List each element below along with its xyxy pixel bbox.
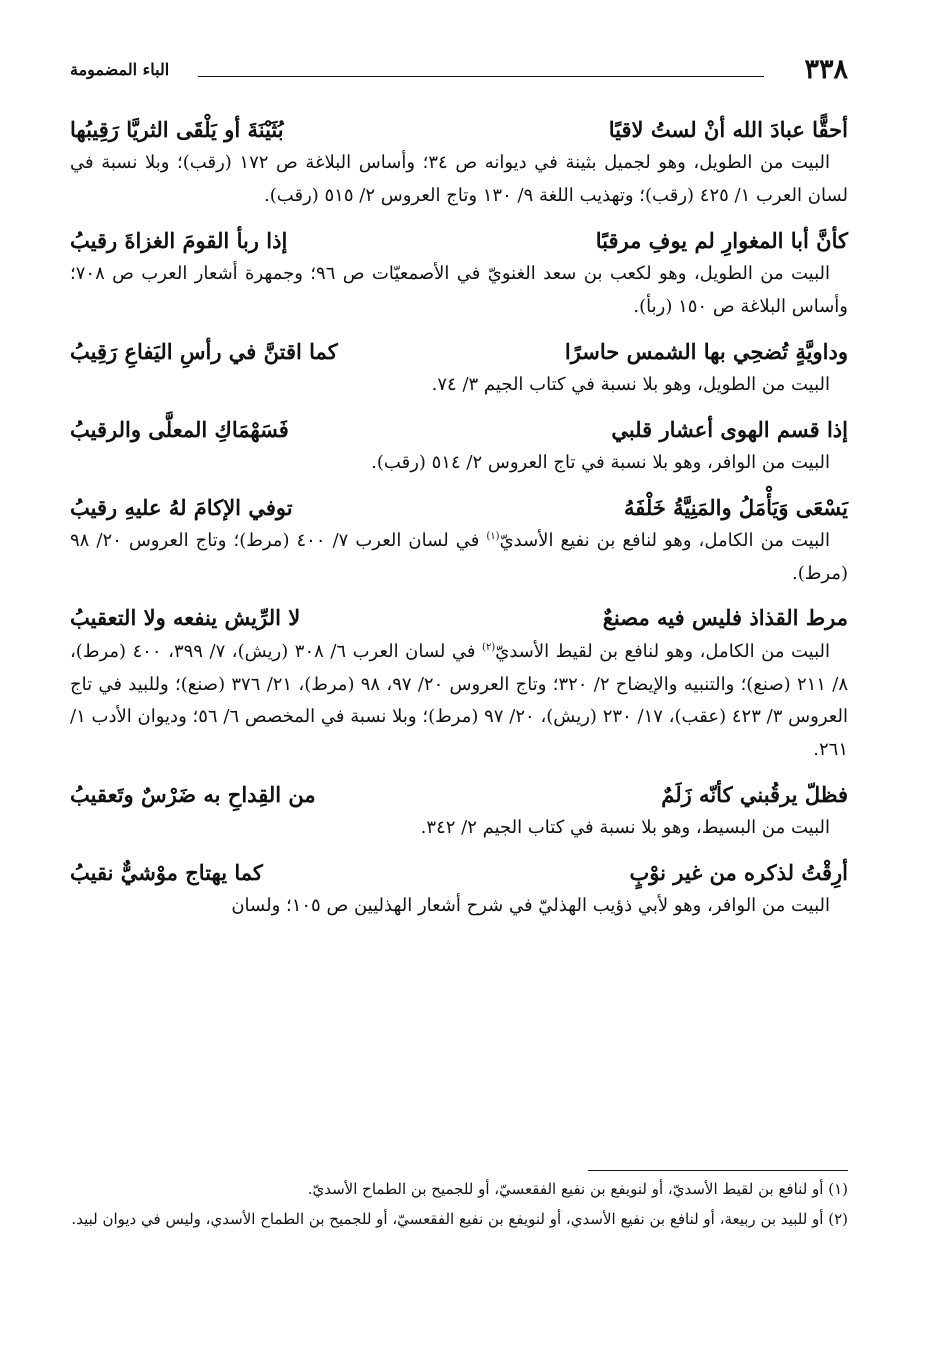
footnotes [70,1170,848,1231]
verse-note-text: البيت من الكامل، وهو لنافع بن لقيط الأسديّ [495,640,831,662]
verse-hemistich-first: مرط القذاذ فليس فيه مصنعٌ [602,605,848,631]
verse [70,781,848,808]
entries [70,116,848,923]
verse-hemistich-second: كما يهتاج موْشيٌّ نقيبُ [70,859,263,885]
page-number: ٣٣٨ [804,54,848,85]
verse-note: البيت من الطويل، وهو بلا نسبة في كتاب الجيم ٣/ ٧٤. [431,373,830,395]
verse-note [70,636,848,767]
verse-note: البيت من الطويل، وهو لكعب بن سعد الغنويّ في الأصمعيّات ص ٩٦؛ وجمهرة أشعار العرب ص ٧٠٨؛ وأساس البلاغة ص ١٥٠ (ربأ). [70,263,848,317]
verse-note: البيت من الوافر، وهو لأبي ذؤيب الهذليّ في شرح أشعار الهذليين ص ١٠٥؛ ولسان [231,895,830,917]
verse [70,116,848,143]
header-rule [198,76,764,77]
verse-hemistich-second: من القِداحِ به ضَرْسٌ وتَعقيبُ [70,781,316,807]
verse-hemistich-first: إذا قسم الهوى أعشار قلبي [611,416,848,442]
verse-note: البيت من الوافر، وهو بلا نسبة في تاج العروس ٢/ ٥١٤ (رقب). [371,451,830,473]
verse-note: البيت من الطويل، وهو لجميل بثينة في ديوانه ص ٣٤؛ وأساس البلاغة ص ١٧٢ (رقب)؛ وبلا نسبة في لسان العرب ١/ ٤٢٥ (رقب)؛ وتهذيب اللغة ٩/ ١٣٠ وتاج العروس ٢/ ٥١٥ (رقب). [70,152,848,207]
footnote-ref[interactable]: (٢) [482,641,496,653]
verse-hemistich-first: وداويَّةٍ تُضحِي بها الشمس حاسرًا [564,338,848,364]
footnote: (٢) أو للبيد بن ربيعة، أو لنافع بن نفيع الأسدي، أو لنويفع بن نفيع الفقعسيّ، أو للجميح بن الطماح الأسدي، وليس في ديوان لبيد. [71,1210,848,1228]
footnote: (١) أو لنافع بن لقيط الأسديّ، أو لنويفع بن نفيع الفقعسيّ، أو للجميح بن الطماح الأسديّ. [307,1180,848,1198]
verse-note [70,525,848,591]
verse [70,494,848,521]
verse-hemistich-second: بُثَيْنَةَ أو يَلْقَى الثريَّا رَقِيبُها [70,117,284,142]
verse [70,416,848,443]
verse-hemistich-first: كأنَّ أبا المغوارِ لم يوفِ مرقبًا [595,227,848,253]
verse-hemistich-first: أحقًّا عبادَ الله أنْ لستُ لاقيًا [608,117,848,142]
footnote-rule [588,1170,848,1171]
footnote-ref[interactable]: (١) [486,530,500,542]
verse [70,604,848,631]
verse-hemistich-first: أرِقْتُ لذكره من غير نوْبٍ [629,859,848,885]
verse-hemistich-second: توفي الإكامَ لهُ عليهِ رقيبُ [70,494,293,520]
page-header [70,52,848,92]
verse [70,227,848,254]
verse-note-text: في لسان العرب ٧/ ٤٠٠ (مرط)؛ وتاج العروس ٢٠/ ٩٨ (مرط). [70,529,848,584]
verse-hemistich-second: لا الرِّيش ينفعه ولا التعقيبُ [70,605,301,631]
running-title: الباء المضمومة [70,60,170,79]
verse-hemistich-second: فَسَهْمَاكِ المعلَّى والرقيبُ [70,416,289,442]
verse-note-text: البيت من الكامل، وهو لنافع بن نفيع الأسديّ [499,529,830,551]
verse-hemistich-first: يَسْعَى وَيَأْمَلُ والمَنِيَّةُ خَلْفَهُ [624,494,848,520]
verse [70,338,848,365]
verse [70,859,848,886]
verse-hemistich-second: كما اقتنَّ في رأسِ اليَفاعِ رَقِيبُ [70,338,338,364]
verse-hemistich-second: إذا ربأ القومَ الغزاةَ رقيبُ [70,227,288,253]
verse-note-text: في لسان العرب ٦/ ٣٠٨ (ريش)، ٧/ ٣٩٩، ٤٠٠ (مرط)، ٨/ ٢١١ (صنع)؛ والتنبيه والإيضاح ٢/ ٣٢٠؛ وتاج العروس ٢٠/ ٩٧، ٩٨ (مرط)، ٢١/ ٣٧٦ (صنع)؛ وللبيد في تاج العروس ٣/ ٤٢٣ (عقب)، ١٧/ ٢٣٠ (ريش)، ٢٠/ ٩٧ (مرط)؛ وبلا نسبة في المخصص ٦/ ٥٦؛ وديوان الأدب ١/ ٢٦١. [70,640,848,761]
verse-note: البيت من البسيط، وهو بلا نسبة في كتاب الجيم ٢/ ٣٤٢. [420,817,830,839]
verse-hemistich-first: فظلّ يرقُبني كأنّه زَلَمٌ [661,781,848,807]
